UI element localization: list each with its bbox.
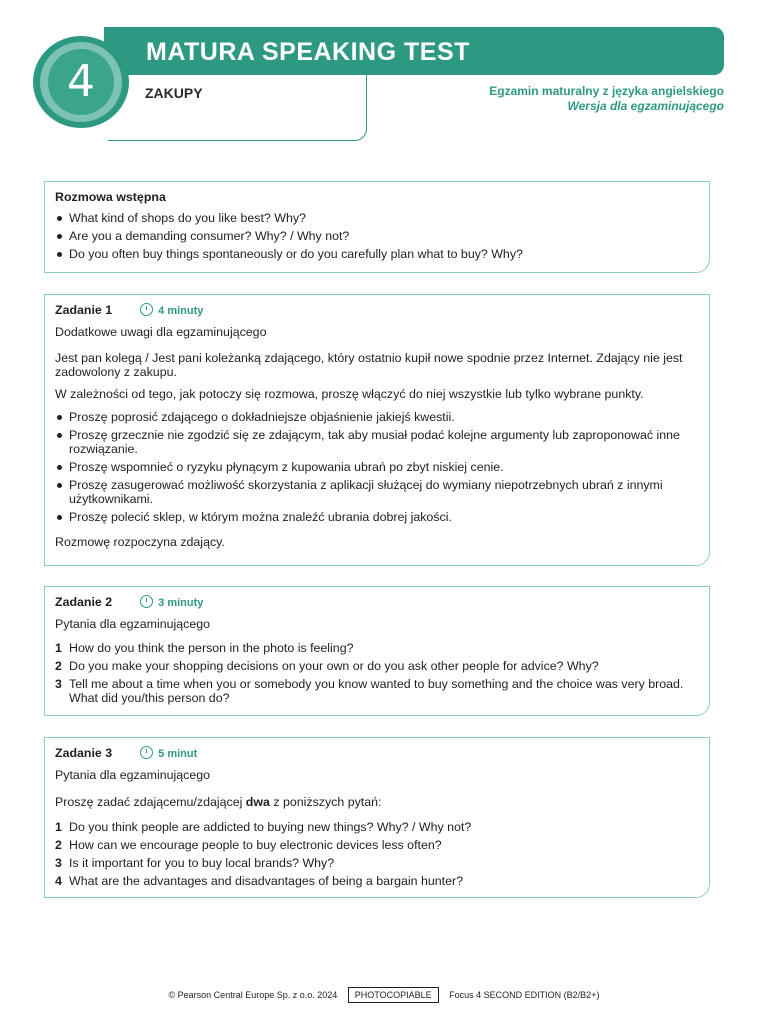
task1-points [55,410,697,524]
intro-questions [55,211,697,261]
list-item: 1 How do you think the person in the photo is feeling? [55,641,354,655]
list-item: Proszę polecić sklep, w którym można znaleźć ubrania dobrej jakości. [55,510,697,524]
task3-box [44,737,710,898]
list-item: 2 Do you make your shopping decisions on your own or do you ask other people for advice? Why? [55,659,599,673]
list-item: 4 What are the advantages and disadvantages of being a bargain hunter? [55,874,464,888]
clock-icon [140,746,153,759]
task1-subtitle: Dodatkowe uwagi dla egzaminującego [55,325,267,339]
version-line: Wersja dla egzaminującego [567,99,724,113]
photocopiable-badge: PHOTOCOPIABLE [348,987,439,1003]
task2-title: Zadanie 2 [55,595,113,609]
task1-box [44,294,710,566]
list-item: 3 Is it important for you to buy local brands? Why? [55,856,335,870]
list-item: Proszę poprosić zdającego o dokładniejsze objaśnienie jakiejś kwestii. [55,410,697,424]
task1-header [55,303,697,318]
task3-instruction: Proszę zadać zdającemu/zdającej dwa z poniższych pytań: [55,795,382,809]
page-title: MATURA SPEAKING TEST [146,38,470,66]
task3-questions [55,820,697,888]
intro-title: Rozmowa wstępna [55,190,166,204]
list-item: Are you a demanding consumer? Why? / Why not? [55,229,697,243]
task2-questions [55,641,697,705]
copyright: © Pearson Central Europe Sp. z o.o. 2024 [168,990,338,1000]
edition: Focus 4 SECOND EDITION (B2/B2+) [449,990,600,1000]
page-footer [0,987,768,1003]
task3-title: Zadanie 3 [55,746,113,760]
intro-box [44,181,710,273]
exam-line: Egzamin maturalny z języka angielskiego [489,84,724,98]
unit-number: 4 [67,56,95,107]
task2-header [55,595,697,610]
task3-subtitle: Pytania dla egzaminującego [55,768,210,782]
list-item: Proszę zasugerować możliwość skorzystania z aplikacji służącej do wymiany niepotrzebnych ubrań z innymi użytkownikami. [55,478,697,506]
task1-title: Zadanie 1 [55,303,113,317]
task1-para1: Jest pan kolegą / Jest pani koleżanką zdającego, który ostatnio kupił nowe spodnie przez Internet. Zdający nie jest zadowolony z zakupu. [55,351,683,379]
task2-box [44,586,710,716]
clock-icon [140,595,153,608]
list-item: Proszę wspomnieć o ryzyku płynącym z kupowania ubrań po zbyt niskiej cenie. [55,460,697,474]
clock-icon [140,303,153,316]
task1-para2: W zależności od tego, jak potoczy się rozmowa, proszę włączyć do niej wszystkie lub tylko wybrane punkty. [55,387,644,401]
task3-header [55,746,697,761]
list-item: 1 Do you think people are addicted to buying new things? Why? / Why not? [55,820,472,834]
task2-subtitle: Pytania dla egzaminującego [55,617,210,631]
unit-subtitle: ZAKUPY [145,85,203,101]
list-item: Proszę grzecznie nie zgodzić się ze zdającym, tak aby musiał podać kolejne argumenty lub zaproponować inne rozwiązanie. [55,428,697,456]
task3-time: 5 minut [158,748,198,760]
list-item: What kind of shops do you like best? Why? [55,211,697,225]
list-item: Do you often buy things spontaneously or do you carefully plan what to buy? Why? [55,247,697,261]
task1-time: 4 minuty [158,305,204,317]
list-item: 3 Tell me about a time when you or somebody you know wanted to buy something and the choice was very broad. What did you/this person do? [55,677,684,705]
task1-closing: Rozmowę rozpoczyna zdający. [55,535,225,549]
list-item: 2 How can we encourage people to buy electronic devices less often? [55,838,442,852]
task2-time: 3 minuty [158,597,204,609]
